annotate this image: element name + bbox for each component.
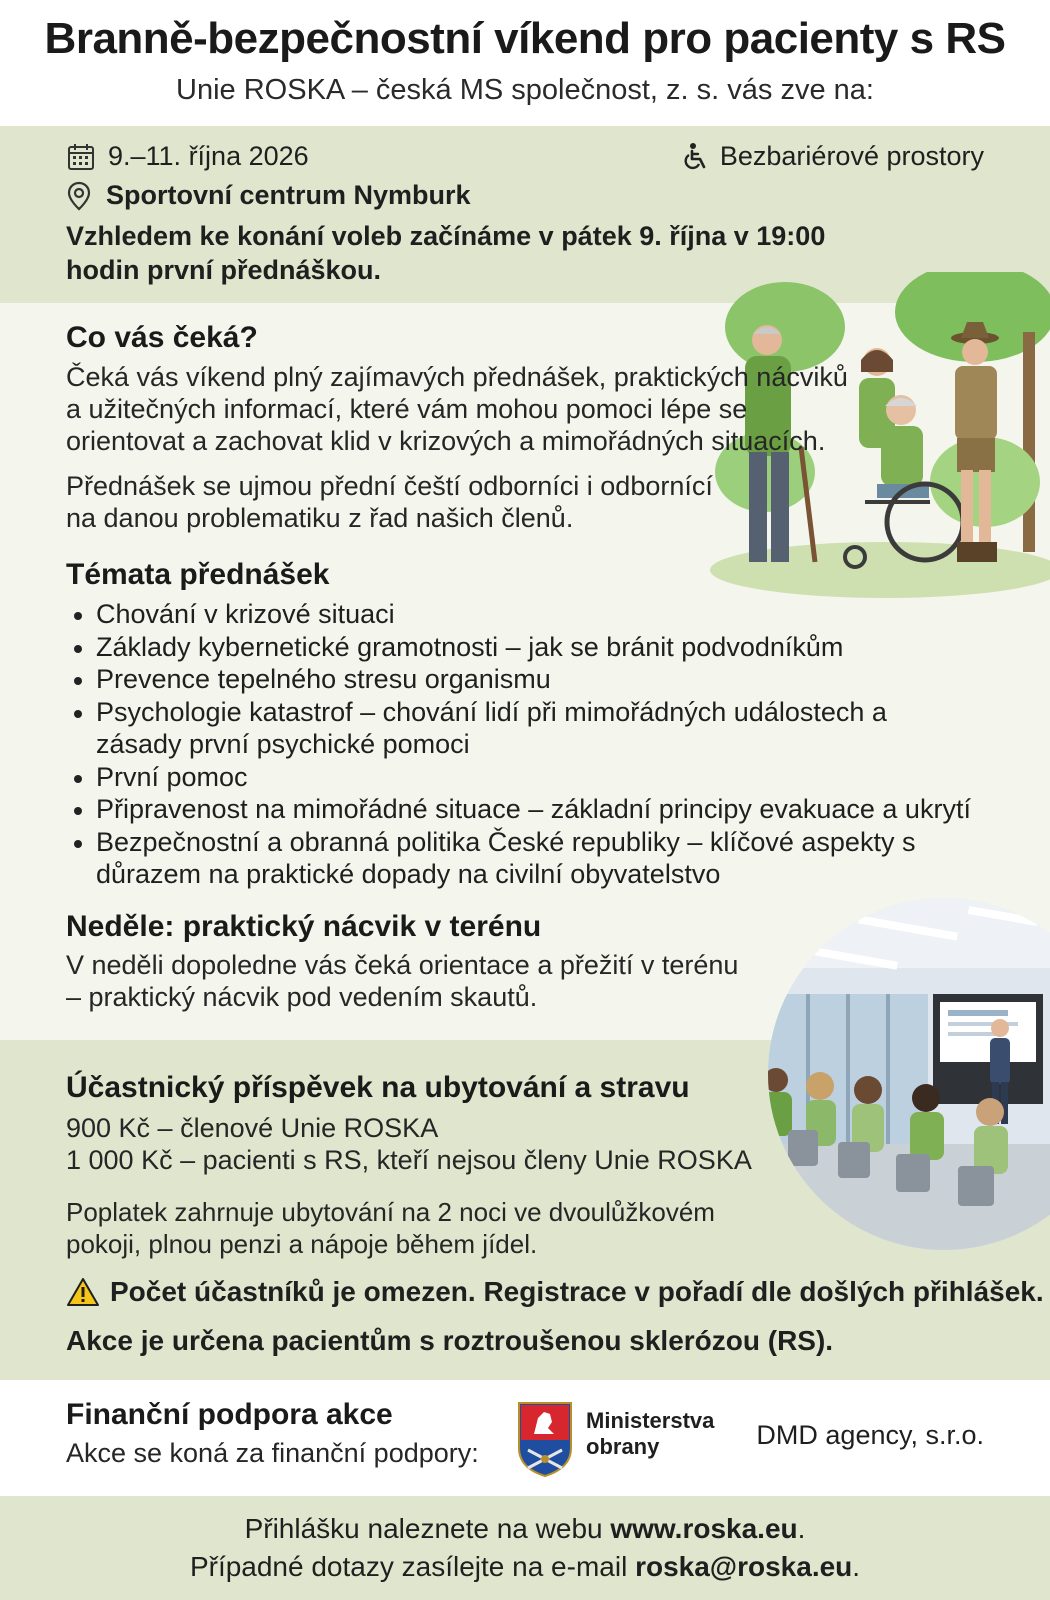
- calendar-icon: [66, 142, 96, 172]
- sunday-text: V neděli dopoledne vás čeká orientace a přežití v terénu – praktický nácvik pod vedením skautů.: [66, 950, 739, 1012]
- list-item: Připravenost na mimořádné situace – základní principy evakuace a ukrytí: [66, 793, 996, 826]
- footer-line-2: [0, 1548, 1050, 1586]
- sunday-heading: Neděle: praktický nácvik v terénu: [66, 910, 542, 943]
- expect-paragraph-1: Čeká vás víkend plný zajímavých přednášek, praktických nácviků a užitečných informací, které vám mohou pomoci lépe se orientovat a zachovat klid v krizových a mimořádných situacích.: [66, 362, 848, 456]
- target-audience: Akce je určena pacientům s roztroušenou sklerózou (RS).: [66, 1325, 834, 1356]
- venue-name: Sportovní centrum Nymburk: [106, 180, 471, 210]
- footer-email-suffix: .: [852, 1551, 861, 1582]
- support-section: [0, 1380, 1050, 1496]
- page-subtitle: Unie ROSKA – česká MS společnost, z. s. vás zve na:: [176, 74, 874, 106]
- sponsor-ministry-line1: Ministerstva: [586, 1408, 715, 1433]
- location-pin-icon: [66, 181, 92, 211]
- email-link[interactable]: roska@roska.eu: [635, 1551, 853, 1582]
- topics-heading: Témata přednášek: [66, 558, 330, 591]
- event-date: 9.–11. října 2026: [108, 141, 309, 171]
- page-title: Branně-bezpečnostní víkend pro pacienty s RS: [44, 14, 1006, 63]
- header: [0, 0, 1050, 126]
- accessibility-label: Bezbariérové prostory: [719, 141, 984, 171]
- fee-members: 900 Kč – členové Unie ROSKA: [66, 1113, 439, 1143]
- list-item: Základy kybernetické gramotnosti – jak se bránit podvodníkům: [66, 631, 996, 664]
- venue-row: [66, 180, 471, 211]
- support-heading: Finanční podpora akce: [66, 1398, 393, 1431]
- date-row: [66, 141, 309, 172]
- footer-line-1: [0, 1510, 1050, 1548]
- list-item: Prevence tepelného stresu organismu: [66, 663, 996, 696]
- sponsor-dmd: DMD agency, s.r.o.: [756, 1420, 984, 1450]
- list-item: Psychologie katastrof – chování lidí při mimořádných událostech a zásady první psychické pomoci: [66, 696, 896, 761]
- footer-email-prefix: Případné dotazy zasílejte na e-mail: [189, 1551, 636, 1582]
- warning-text: Počet účastníků je omezen. Registrace v pořadí dle došlých přihlášek.: [110, 1276, 1044, 1307]
- footer-web-prefix: Přihlášku naleznete na webu: [244, 1513, 611, 1544]
- list-item: Bezpečnostní a obranná politika České republiky – klíčové aspekty s důrazem na praktické dopady na civilní obyvatelstvo: [66, 826, 936, 891]
- fee-includes: Poplatek zahrnuje ubytování na 2 noci ve dvoulůžkovém pokoji, plnou penzi a nápoje během jídel.: [66, 1197, 715, 1259]
- warning-icon: [66, 1277, 100, 1307]
- sponsor-ministry-line2: obrany: [586, 1434, 660, 1459]
- accessibility-row: [680, 141, 984, 172]
- support-text: Akce se koná za finanční podpory:: [66, 1438, 479, 1468]
- warning-row: [66, 1276, 1044, 1308]
- footer: [0, 1496, 1050, 1600]
- list-item: Chování v krizové situaci: [66, 598, 996, 631]
- topics-list: [66, 598, 996, 891]
- start-notice: Vzhledem ke konání voleb začínáme v pátek 9. října v 19:00 hodin první přednáškou.: [66, 221, 826, 285]
- website-link[interactable]: www.roska.eu: [610, 1513, 798, 1544]
- expect-heading: Co vás čeká?: [66, 321, 258, 354]
- fee-heading: Účastnický příspěvek na ubytování a stravu: [66, 1071, 690, 1104]
- fee-nonmembers: 1 000 Kč – pacienti s RS, kteří nejsou členy Unie ROSKA: [66, 1145, 752, 1175]
- expect-paragraph-2: Přednášek se ujmou přední čeští odborníci i odbornící na danou problematiku z řad našich členů.: [66, 471, 713, 533]
- wheelchair-icon: [680, 142, 710, 172]
- list-item: První pomoc: [66, 761, 996, 794]
- lecture-illustration: [768, 898, 1050, 1250]
- army-emblem-icon: [516, 1400, 574, 1478]
- footer-web-suffix: .: [797, 1513, 806, 1544]
